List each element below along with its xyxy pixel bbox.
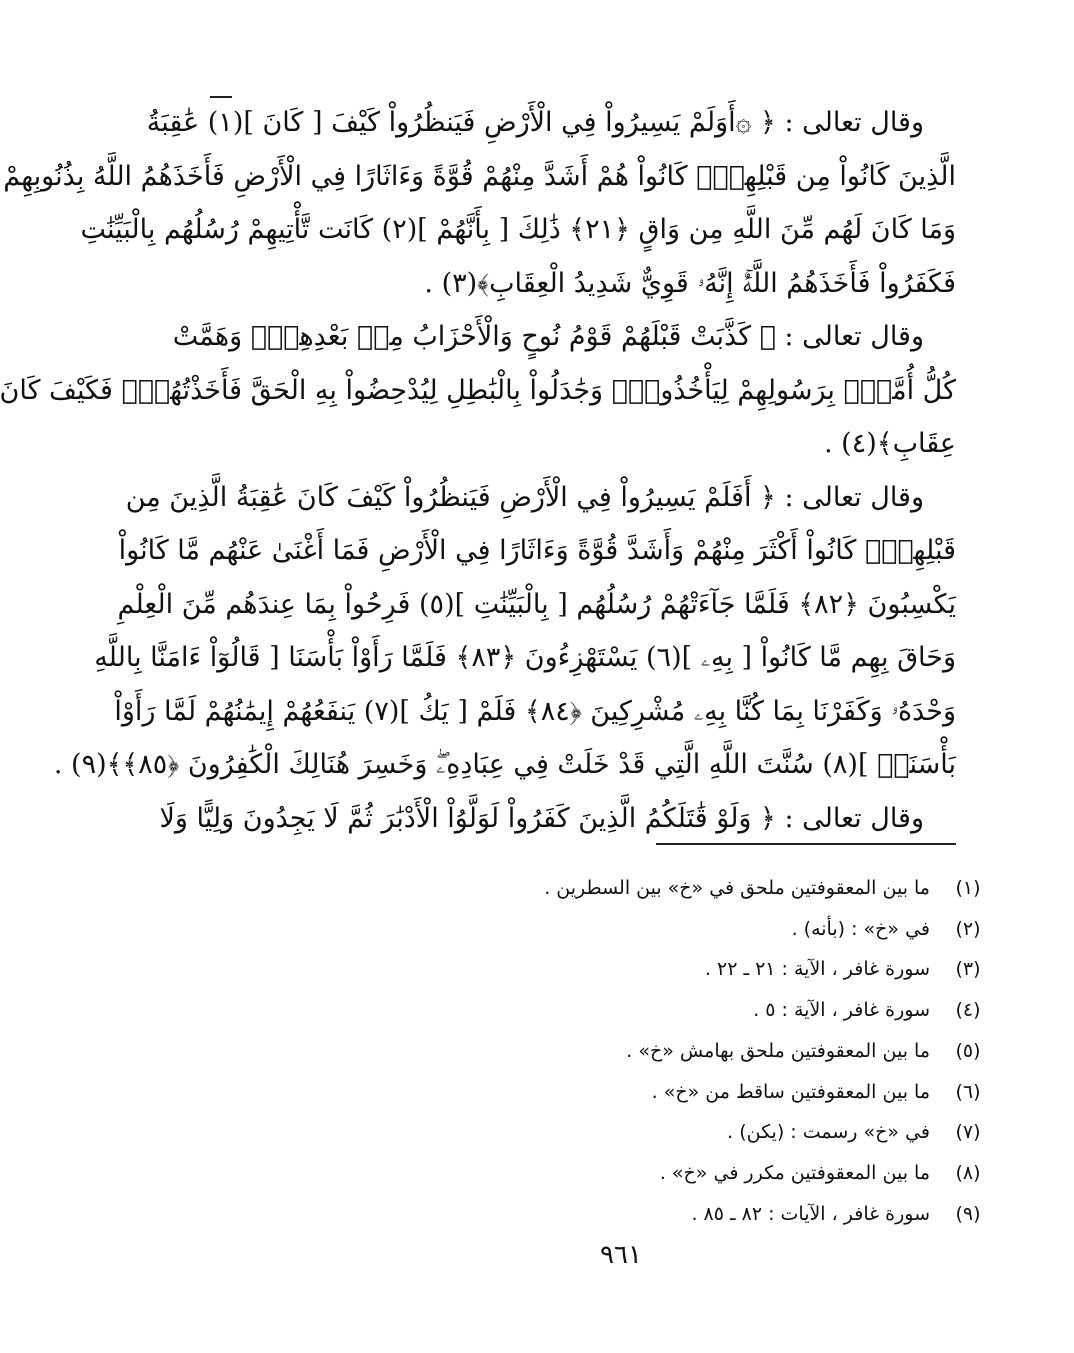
footnote-text: سورة غافر ، الآية : ٢١ ـ ٢٢ . [704, 958, 930, 981]
footnote-text: ما بين المعقوفتين مكرر في «خ» . [659, 1161, 930, 1184]
footnotes-list [280, 868, 996, 1234]
text-line: وَحَاقَ بِهِم مَّا كَانُواْ [ بِهِۦ ](٦) يَسْتَهْزِءُونَ ﴿٨٣﴾ فَلَمَّا رَأَوْاْ بَأْسَنَا [ قَالُوٓاْ ءَامَنَّا بِاللَّهِ [94, 642, 956, 673]
footnote-item [280, 949, 996, 990]
footnote-item [280, 1031, 996, 1072]
footnote-item [280, 909, 996, 950]
footnote-text: ما بين المعقوفتين ملحق بهامش «خ» . [626, 1039, 930, 1062]
text-line: وقال تعالى : ﴿ وَلَوْ قَٰتَلَكُمُ الَّذِينَ كَفَرُواْ لَوَلَّوُاْ الْأَدْبَٰرَ ثُمَّ لَا يَجِدُونَ وَلِيًّا وَلَا [159, 802, 924, 834]
text-line: وقال تعالى : ﴿ ۞أَوَلَمْ يَسِيرُواْ فِي الْأَرْضِ فَيَنظُرُواْ كَيْفَ [ كَانَ ](١) عَٰقِبَةُ [146, 107, 924, 138]
text-line: كُلُّ أُمَّةٍۭ بِرَسُولِهِمْ لِيَأْخُذُوهُۖ وَجَٰدَلُواْ بِالْبَٰطِلِ لِيُدْحِضُواْ بِهِ الْحَقَّ فَأَخَذْتُهُمْۖ فَكَيْفَ كَانَ [0, 374, 956, 406]
footnote-number: (٨) [955, 1161, 981, 1184]
text-line: الَّذِينَ كَانُواْ مِن قَبْلِهِمْۚ كَانُواْ هُمْ أَشَدَّ مِنْهُمْ قُوَّةً وَءَاثَارًا فِي الْأَرْضِ فَأَخَذَهُمُ اللَّهُ بِذُنُوبِهِمْ [3, 160, 956, 192]
page-number: ٩٦١ [600, 1240, 642, 1270]
footnote-item [280, 868, 996, 909]
footnote-number: (٦) [955, 1080, 981, 1103]
footnote-item [280, 1194, 996, 1235]
footnote-text: سورة غافر ، الآيات : ٨٢ ـ ٨٥ . [691, 1202, 930, 1225]
footnote-number: (٩) [955, 1202, 981, 1225]
footnote-text: ما بين المعقوفتين ساقط من «خ» . [651, 1080, 930, 1103]
text-line: فَكَفَرُواْ فَأَخَذَهُمُ اللَّهُۚ إِنَّهُۥ قَوِيٌّ شَدِيدُ الْعِقَابِ﴾(٣) . [424, 267, 956, 299]
footnote-text: ما بين المعقوفتين ملحق في «خ» بين السطرين . [544, 877, 930, 899]
text-line: وقال تعالى : ﴿ كَذَّبَتْ قَبْلَهُمْ قَوْمُ نُوحٍ وَالْأَحْزَابُ مِنۢ بَعْدِهِمْۖ وَهَمَّتْ [172, 321, 924, 352]
footnote-text: سورة غافر ، الآية : ٥ . [753, 999, 930, 1022]
footnote-item [280, 1072, 996, 1113]
text-line: قَبْلِهِمْۚ كَانُواْ أَكْثَرَ مِنْهُمْ وَأَشَدَّ قُوَّةً وَءَاثَارًا فِي الْأَرْضِ فَمَا أَغْنَىٰ عَنْهُم مَّا كَانُواْ [118, 535, 956, 566]
footnote-text: في «خ» رسمت : (يكن) . [727, 1121, 930, 1144]
text-line: بَأْسَنَاۖ ](٨) سُنَّتَ اللَّهِ الَّتِي قَدْ خَلَتْ فِي عِبَادِهِۦۖ وَخَسِرَ هُنَالِكَ الْكَٰفِرُونَ ﴿٨٥﴾﴾(٩) . [53, 749, 956, 780]
footnote-number: (٥) [955, 1039, 981, 1062]
footnote-number: (٢) [955, 917, 981, 940]
footnote-number: (٧) [955, 1121, 981, 1144]
text-line: وَمَا كَانَ لَهُم مِّنَ اللَّهِ مِن وَاقٍ ﴿٢١﴾ ذَٰلِكَ [ بِأَنَّهُمْ ](٢) كَانَت تَّأْتِيهِمْ رُسُلُهُم بِالْبَيِّنَٰتِ [80, 214, 956, 245]
text-line: يَكْسِبُونَ ﴿٨٢﴾ فَلَمَّا جَآءَتْهُمْ رُسُلُهُم [ بِالْبَيِّنَٰتِ ](٥) فَرِحُواْ بِمَا عِندَهُم مِّنَ الْعِلْمِ [117, 588, 956, 620]
text-line: وقال تعالى : ﴿ أَفَلَمْ يَسِيرُواْ فِي الْأَرْضِ فَيَنظُرُواْ كَيْفَ كَانَ عَٰقِبَةُ الَّذِينَ مِن [125, 481, 924, 513]
footnote-separator [656, 843, 956, 845]
footnote-item [280, 990, 996, 1031]
footnote-number: (١) [955, 877, 981, 899]
footnote-text: في «خ» : (بأنه) . [791, 917, 930, 940]
main-text-block [0, 96, 956, 845]
footnote-item [280, 1112, 996, 1153]
footnote-item [280, 1153, 996, 1194]
text-line: عِقَابِ﴾(٤) . [824, 428, 956, 459]
footnote-number: (٤) [955, 999, 981, 1022]
text-line: وَحْدَهُۥ وَكَفَرْنَا بِمَا كُنَّا بِهِۦ مُشْرِكِينَ ﴿٨٤﴾ فَلَمْ [ يَكُ ](٧) يَنفَعُهُمْ إِيمَٰنُهُمْ لَمَّا رَأَوْاْ [114, 695, 956, 727]
footnote-number: (٣) [955, 958, 981, 981]
